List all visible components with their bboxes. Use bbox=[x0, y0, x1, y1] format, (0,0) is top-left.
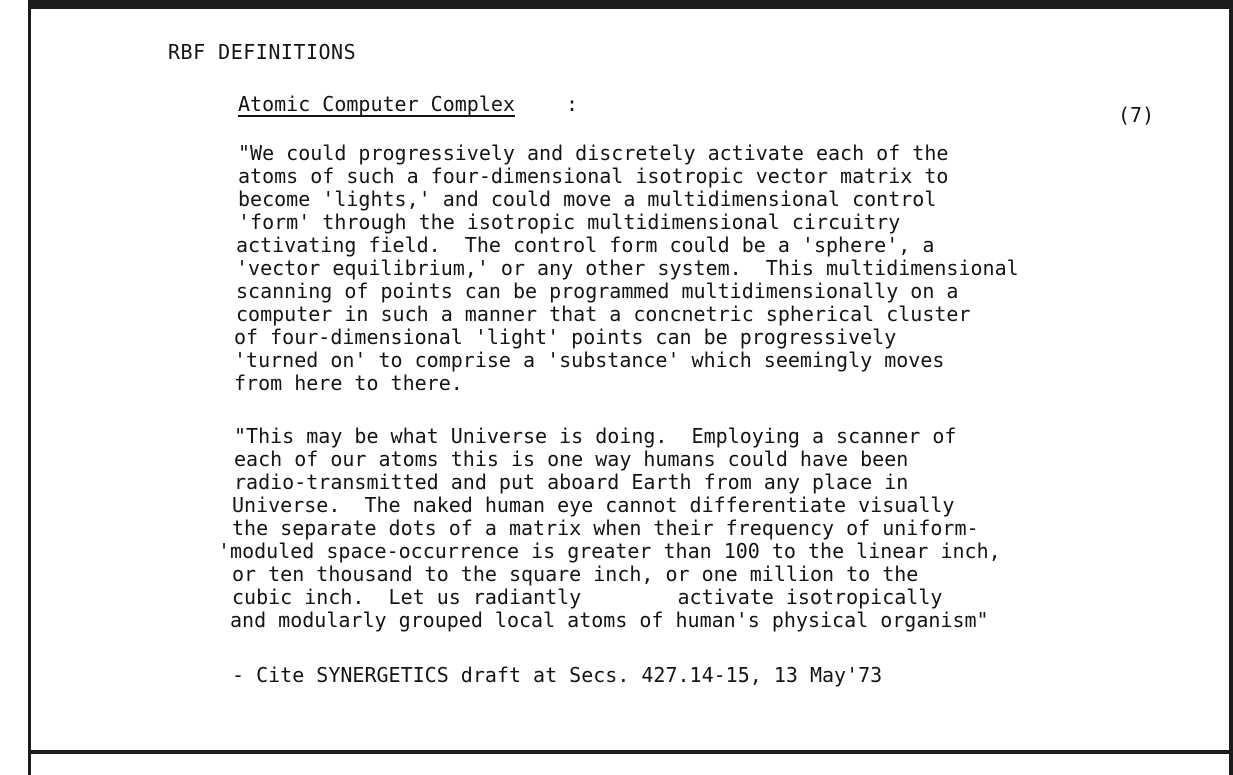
scan-border-top bbox=[28, 0, 1233, 9]
scan-border-bottom bbox=[28, 750, 1233, 754]
paragraph-1-line: 'form' through the isotropic multidimensional circuitry bbox=[238, 210, 901, 234]
paragraph-2-line: and modularly grouped local atoms of human's physical organism" bbox=[230, 608, 989, 632]
paragraph-2-line: the separate dots of a matrix when their frequency of uniform- bbox=[232, 516, 979, 540]
paragraph-1-line: scanning of points can be programmed multidimensionally on a bbox=[236, 279, 959, 303]
page-number: (7) bbox=[1118, 103, 1155, 127]
paragraph-1-line: of four-dimensional 'light' points can be progressively bbox=[234, 325, 897, 349]
scan-border-left bbox=[28, 0, 31, 775]
paragraph-2-line: radio-transmitted and put aboard Earth from any place in bbox=[234, 470, 909, 494]
paragraph-2-line: "This may be what Universe is doing. Employing a scanner of bbox=[234, 424, 957, 448]
entry-title-colon: : bbox=[566, 92, 579, 116]
paragraph-1-line: 'turned on' to comprise a 'substance' which seemingly moves bbox=[234, 348, 945, 372]
paragraph-1-line: from here to there. bbox=[234, 371, 463, 395]
paragraph-1-line: "We could progressively and discretely activate each of the bbox=[238, 141, 949, 165]
paragraph-1-line: become 'lights,' and could move a multidimensional control bbox=[238, 187, 937, 211]
paragraph-1-line: computer in such a manner that a concnetric spherical cluster bbox=[236, 302, 971, 326]
entry-title: Atomic Computer Complex bbox=[238, 92, 515, 116]
citation: - Cite SYNERGETICS draft at Secs. 427.14-15, 13 May'73 bbox=[232, 663, 883, 687]
paragraph-2-line: or ten thousand to the square inch, or one million to the bbox=[232, 562, 919, 586]
document-header: RBF DEFINITIONS bbox=[168, 40, 357, 64]
paragraph-2-line: each of our atoms this is one way humans could have been bbox=[234, 447, 909, 471]
paragraph-1-line: 'vector equilibrium,' or any other system. This multidimensional bbox=[236, 256, 1019, 280]
paragraph-1-line: atoms of such a four-dimensional isotropic vector matrix to bbox=[238, 164, 949, 188]
paragraph-2-line: Universe. The naked human eye cannot differentiate visually bbox=[232, 493, 955, 517]
paragraph-2-line: cubic inch. Let us radiantly activate isotropically bbox=[232, 585, 943, 609]
scan-border-right bbox=[1229, 0, 1233, 775]
paragraph-2-line: 'moduled space-occurrence is greater than 100 to the linear inch, bbox=[218, 539, 1001, 563]
paragraph-1-line: activating field. The control form could be a 'sphere', a bbox=[236, 233, 935, 257]
